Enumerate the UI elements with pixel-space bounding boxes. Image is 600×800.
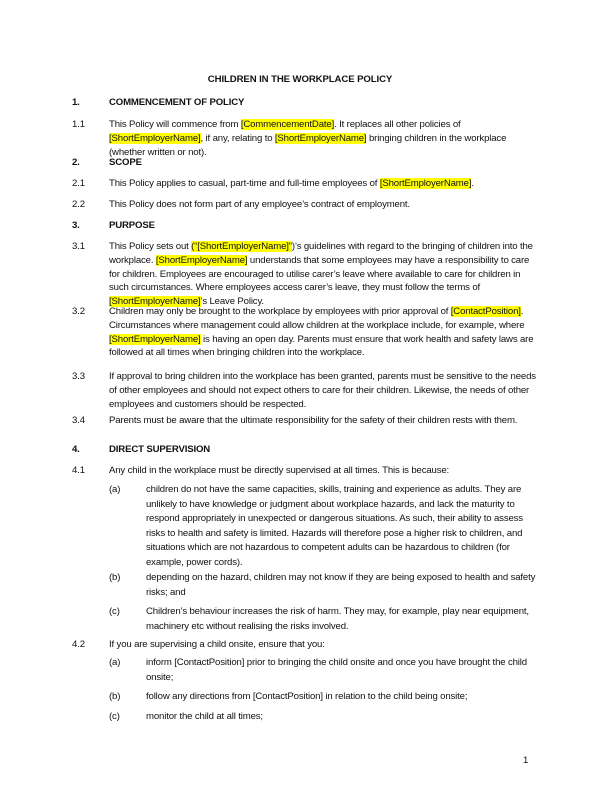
section-title: DIRECT SUPERVISION [109,444,211,455]
placeholder-field: [ShortEmployerName] [109,132,201,144]
subclause-text: depending on the hazard, children may not know if they are being exposed to health and safety risks; and [146,572,536,598]
clause-3-1 [72,240,542,309]
clause-number: 3.4 [72,415,85,426]
placeholder-field: [ShortEmployerName] [379,178,472,189]
subclause-4-2-a [109,656,539,685]
clause-4-2 [72,638,542,652]
page-number: 1 [523,755,529,766]
placeholder-field: [ShortEmployerName] [109,296,201,308]
clause-4-1 [72,464,542,478]
placeholder-field: [ShortEmployerName] [274,132,367,144]
subclause-4-1-b [109,571,539,600]
subclause-text: children do not have the same capacities, skills, training and experience as adults. They are unlikely to have knowledge or judgment about workplace hazards, and lack the maturity to respond appropriately in unexpected or dangerous situations. As such, their ability to assess risks to health and safety is limited. Hazards will therefore pose a higher risk to children, and situations which are not hazardous to competent adults can be hazardous to children (for example, power cords). [146,484,523,568]
text-run: This Policy applies to casual, part-time and full-time employees of [109,178,380,189]
text-run: is having an open day. Parents must ensure that work health and safety laws are followed at all times when bringing children into the workplace. [109,333,534,359]
section-number: 1. [72,97,80,108]
document-title: CHILDREN IN THE WORKPLACE POLICY [207,74,393,85]
clause-text [109,240,542,309]
clause-number: 2.2 [72,199,85,210]
clause-3-4 [72,414,542,428]
subclause-text: monitor the child at all times; [146,711,263,722]
text-run: bringing children in the workplace (whether written or not). [109,132,507,158]
clause-3-3 [72,370,542,411]
section-4-heading [72,443,542,457]
subclause-text: inform [ContactPosition] prior to bringing the child onsite and once you have brought the child onsite; [146,657,527,683]
clause-number: 1.1 [72,119,85,130]
clause-text [109,177,542,191]
clause-text: Any child in the workplace must be directly supervised at all times. This is because: [109,465,450,476]
text-run: . Circumstances where management could allow children at the workplace include, for example, where [109,306,525,331]
clause-text [109,305,542,360]
section-number: 3. [72,220,80,231]
clause-text: If approval to bring children into the workplace has been granted, parents must be sensitive to the needs of other employees and should not expect others to care for their children. Likewise, the needs of other employees and customers should be respected. [109,371,536,410]
clause-3-2 [72,305,542,360]
subclause-text: follow any directions from [ContactPosition] in relation to the child being onsite; [146,691,468,702]
section-title: COMMENCEMENT OF POLICY [109,97,245,108]
text-run: This Policy will commence from [109,119,241,130]
subclause-4-1-c [109,605,539,634]
subclause-4-2-b [109,690,539,705]
section-number: 4. [72,444,80,455]
clause-text [109,118,542,159]
text-run: . [471,178,474,189]
clause-number: 3.2 [72,306,85,317]
clause-number: 2.1 [72,178,85,189]
section-3-heading [72,219,542,233]
text-run: Children may only be brought to the workplace by employees with prior approval of [109,306,451,317]
section-number: 2. [72,157,80,168]
text-run: This Policy sets out [109,241,192,252]
clause-text: If you are supervising a child onsite, ensure that you: [109,639,325,650]
text-run: ’s Leave Policy. [200,296,264,308]
text-run: )’s guidelines with regard to the bringing of children into the workplace. [109,241,533,266]
placeholder-field: [ShortEmployerName] [109,333,201,345]
clause-2-2 [72,198,542,212]
section-2-heading [72,156,542,170]
clause-text: Parents must be aware that the ultimate responsibility for the safety of their children rests with them. [109,415,518,426]
clause-number: 4.1 [72,465,85,476]
subclause-letter: (b) [109,691,121,702]
placeholder-field: (“[ShortEmployerName]” [191,241,292,252]
clause-number: 3.3 [72,371,85,382]
subclause-letter: (a) [109,484,121,495]
subclause-letter: (b) [109,572,121,583]
subclause-letter: (c) [109,711,120,722]
placeholder-field: [ShortEmployerName] [155,254,248,266]
clause-number: 4.2 [72,639,85,650]
section-title: PURPOSE [109,220,155,231]
text-run: . It replaces all other policies of [334,119,461,130]
text-run: , if any, relating to [200,132,275,144]
subclause-text: Children’s behaviour increases the risk of harm. They may, for example, play near equipment, machinery etc without realising the risks involved. [146,606,529,632]
section-title: SCOPE [109,157,142,168]
subclause-letter: (a) [109,657,121,668]
clause-text: This Policy does not form part of any employee’s contract of employment. [109,199,410,210]
text-run: understands that some employees may have a responsibility to care for children. Employees are encouraged to utilise carer’s leave where available to care for children in such circumstances. Where employees access carer’s leave, they must follow the terms of [109,254,530,294]
subclause-4-2-c [109,710,539,725]
placeholder-field: [CommencementDate] [240,119,335,130]
subclause-letter: (c) [109,606,120,617]
clause-1-1 [72,118,542,159]
placeholder-field: [ContactPosition] [450,306,521,317]
clause-number: 3.1 [72,241,85,252]
section-1-heading [72,96,542,110]
subclause-4-1-a [109,483,539,570]
clause-2-1 [72,177,542,191]
